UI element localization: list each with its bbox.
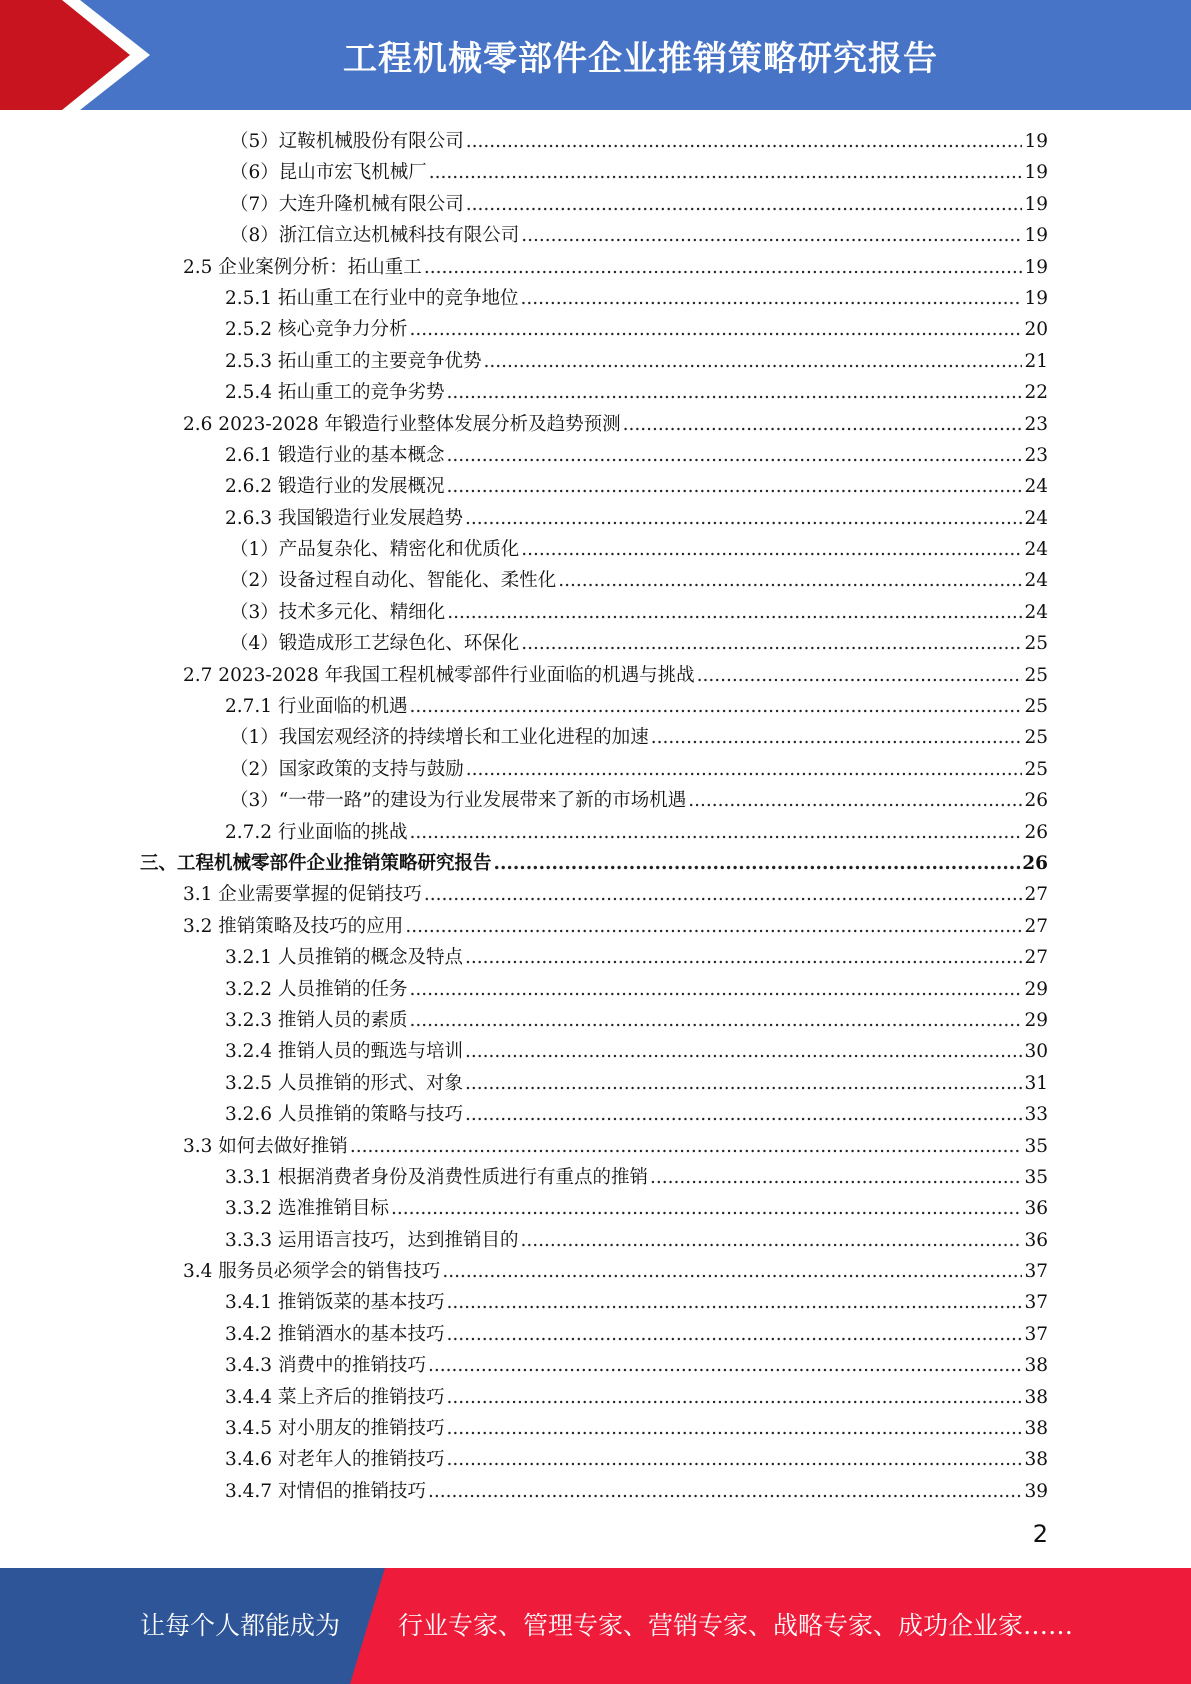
- toc-entry-title: 3.2.4 推销人员的甄选与培训: [225, 1041, 463, 1063]
- toc-entry-title: 3.2.6 人员推销的策略与技巧: [225, 1104, 463, 1126]
- toc-entry-title: 3.3.1 根据消费者身份及消费性质进行有重点的推销: [225, 1166, 648, 1188]
- toc-entry-title: （3）技术多元化、精细化: [230, 601, 446, 623]
- toc-entry-title: （1）我国宏观经济的持续增长和工业化进程的加速: [230, 727, 649, 749]
- toc-entry-title: 2.5.1 拓山重工在行业中的竞争地位: [225, 287, 519, 309]
- toc-dot-leader: [520, 283, 1022, 314]
- toc-dot-leader: [521, 534, 1022, 565]
- toc-entry[interactable]: [0, 346, 1191, 377]
- toc-dot-leader: [520, 1225, 1022, 1256]
- toc-entry-title: 3.4.4 菜上齐后的推销技巧: [225, 1386, 445, 1408]
- toc-dot-leader: [650, 1162, 1022, 1193]
- toc-entry[interactable]: [0, 377, 1191, 408]
- toc-entry[interactable]: [0, 534, 1191, 565]
- toc-entry-title: 2.5.3 拓山重工的主要竞争优势: [225, 350, 482, 372]
- toc-dot-leader: [442, 1256, 1022, 1287]
- toc-dot-leader: [409, 691, 1022, 722]
- toc-entry-title: （8）浙江信立达机械科技有限公司: [230, 225, 520, 247]
- toc-dot-leader: [465, 1068, 1022, 1099]
- toc-entry-page: 37: [1024, 1292, 1048, 1314]
- toc-entry[interactable]: [0, 1099, 1191, 1130]
- toc-entry-title: 2.7.1 行业面临的机遇: [225, 696, 408, 718]
- toc-entry-page: 19: [1024, 131, 1048, 152]
- toc-entry[interactable]: [0, 660, 1191, 691]
- toc-dot-leader: [521, 628, 1022, 659]
- toc-entry-title: 3.2.1 人员推销的概念及特点: [225, 947, 463, 969]
- toc-entry-title: 三、工程机械零部件企业推销策略研究报告: [140, 852, 492, 874]
- toc-entry[interactable]: [0, 848, 1191, 879]
- toc-dot-leader: [446, 1413, 1022, 1444]
- toc-entry[interactable]: [0, 189, 1191, 220]
- toc-entry-title: （7）大连升隆机械有限公司: [230, 193, 464, 215]
- toc-entry-title: 3.2.2 人员推销的任务: [225, 978, 408, 1000]
- toc-entry-title: 3.2.3 推销人员的素质: [225, 1009, 408, 1031]
- toc-entry-title: 3.4.2 推销酒水的基本技巧: [225, 1323, 445, 1345]
- toc-entry-page: 38: [1024, 1355, 1048, 1377]
- toc-entry-page: 30: [1024, 1041, 1048, 1063]
- toc-entry[interactable]: [0, 817, 1191, 848]
- toc-entry[interactable]: [0, 879, 1191, 910]
- toc-entry-title: （3）“一带一路”的建设为行业发展带来了新的市场机遇: [230, 790, 687, 812]
- toc-entry[interactable]: [0, 1225, 1191, 1256]
- toc-entry-page: 35: [1024, 1166, 1048, 1188]
- toc-entry[interactable]: [0, 126, 1191, 157]
- toc-entry-title: （4）锻造成形工艺绿色化、环保化: [230, 633, 520, 655]
- toc-entry[interactable]: [0, 314, 1191, 345]
- toc-dot-leader: [465, 1099, 1022, 1130]
- toc-dot-leader: [391, 1193, 1022, 1224]
- toc-dot-leader: [558, 565, 1022, 596]
- toc-entry-title: 3.4.5 对小朋友的推销技巧: [225, 1418, 445, 1440]
- page-footer: [0, 1568, 1191, 1684]
- toc-entry-page: 24: [1024, 476, 1048, 498]
- toc-entry-page: 37: [1024, 1323, 1048, 1345]
- toc-entry[interactable]: [0, 1444, 1191, 1475]
- toc-entry-title: 3.4.7 对情侣的推销技巧: [225, 1480, 426, 1502]
- toc-entry[interactable]: [0, 1476, 1191, 1507]
- toc-entry-page: 35: [1024, 1135, 1048, 1157]
- toc-entry[interactable]: [0, 911, 1191, 942]
- toc-dot-leader: [623, 409, 1023, 440]
- toc-dot-leader: [429, 157, 1023, 188]
- toc-entry[interactable]: [0, 440, 1191, 471]
- toc-entry[interactable]: [0, 1413, 1191, 1444]
- toc-dot-leader: [446, 1382, 1022, 1413]
- toc-dot-leader: [405, 911, 1022, 942]
- toc-entry[interactable]: [0, 1005, 1191, 1036]
- toc-entry-page: 25: [1024, 633, 1048, 655]
- toc-entry[interactable]: [0, 409, 1191, 440]
- toc-entry[interactable]: [0, 1287, 1191, 1318]
- toc-dot-leader: [688, 785, 1022, 816]
- toc-dot-leader: [466, 754, 1023, 785]
- toc-entry[interactable]: [0, 942, 1191, 973]
- toc-entry[interactable]: [0, 1256, 1191, 1287]
- toc-dot-leader: [428, 1476, 1022, 1507]
- toc-entry-page: 24: [1024, 570, 1048, 592]
- toc-entry[interactable]: [0, 1068, 1191, 1099]
- toc-entry-page: 19: [1024, 256, 1048, 278]
- toc-entry-page: 22: [1024, 382, 1048, 404]
- toc-entry[interactable]: [0, 597, 1191, 628]
- toc-dot-leader: [409, 974, 1022, 1005]
- toc-dot-leader: [465, 942, 1022, 973]
- toc-dot-leader: [350, 1131, 1023, 1162]
- toc-entry-title: 2.6.2 锻造行业的发展概况: [225, 476, 445, 498]
- footer-slogan-right: 行业专家、管理专家、营销专家、战略专家、成功企业家……: [398, 1611, 1074, 1640]
- toc-entry[interactable]: [0, 565, 1191, 596]
- toc-entry-title: 3.4.3 消费中的推销技巧: [225, 1355, 426, 1377]
- toc-entry-page: 26: [1024, 790, 1048, 812]
- toc-dot-leader: [446, 1319, 1022, 1350]
- toc-dot-leader: [409, 817, 1022, 848]
- toc-dot-leader: [466, 189, 1023, 220]
- toc-entry-title: （6）昆山市宏飞机械厂: [230, 162, 427, 184]
- toc-entry-page: 19: [1024, 162, 1048, 184]
- toc-entry[interactable]: [0, 1162, 1191, 1193]
- toc-dot-leader: [428, 1350, 1022, 1381]
- toc-entry-title: （2）设备过程自动化、智能化、柔性化: [230, 570, 557, 592]
- toc-dot-leader: [465, 503, 1022, 534]
- toc-entry-title: 3.3.3 运用语言技巧，达到推销目的: [225, 1229, 519, 1251]
- toc-entry-page: 25: [1024, 727, 1048, 749]
- toc-entry-page: 33: [1024, 1104, 1048, 1126]
- toc-dot-leader: [651, 722, 1023, 753]
- report-title: 工程机械零部件企业推销策略研究报告: [343, 38, 938, 79]
- toc-dot-leader: [424, 252, 1023, 283]
- toc-entry[interactable]: [0, 628, 1191, 659]
- toc-entry-page: 19: [1024, 287, 1048, 309]
- page-number: 2: [1032, 1520, 1048, 1548]
- toc-entry-page: 25: [1024, 758, 1048, 780]
- toc-entry[interactable]: [0, 785, 1191, 816]
- toc-entry-page: 19: [1024, 225, 1048, 247]
- toc-entry-page: 36: [1024, 1229, 1048, 1251]
- toc-entry[interactable]: [0, 1131, 1191, 1162]
- toc-entry-page: 24: [1024, 601, 1048, 623]
- toc-dot-leader: [446, 471, 1022, 502]
- toc-entry-title: 2.6.3 我国锻造行业发展趋势: [225, 507, 463, 529]
- toc-dot-leader: [483, 346, 1022, 377]
- toc-entry-page: 25: [1024, 664, 1048, 686]
- toc-entry[interactable]: [0, 471, 1191, 502]
- toc-entry-page: 38: [1024, 1386, 1048, 1408]
- toc-entry[interactable]: [0, 691, 1191, 722]
- toc-entry-title: 2.7 2023-2028 年我国工程机械零部件行业面临的机遇与挑战: [183, 664, 695, 686]
- toc-entry-page: 26: [1022, 852, 1048, 874]
- toc-entry-page: 37: [1024, 1261, 1048, 1283]
- footer-slogan-left: 让每个人都能成为: [140, 1611, 341, 1640]
- toc-entry-title: 3.4.6 对老年人的推销技巧: [225, 1449, 445, 1471]
- toc-dot-leader: [446, 377, 1022, 408]
- toc-entry-page: 38: [1024, 1418, 1048, 1440]
- toc-entry-title: 3.2 推销策略及技巧的应用: [183, 915, 404, 937]
- toc-dot-leader: [424, 879, 1023, 910]
- toc-entry-title: 3.2.5 人员推销的形式、对象: [225, 1072, 463, 1094]
- toc-entry-page: 27: [1024, 884, 1048, 906]
- toc-entry[interactable]: [0, 503, 1191, 534]
- toc-dot-leader: [446, 1287, 1022, 1318]
- toc-entry-page: 27: [1024, 915, 1048, 937]
- toc-entry-page: 19: [1024, 193, 1048, 215]
- toc-entry-title: 2.7.2 行业面临的挑战: [225, 821, 408, 843]
- toc-entry-page: 23: [1024, 413, 1048, 435]
- toc-entry-page: 29: [1024, 978, 1048, 1000]
- toc-dot-leader: [465, 1036, 1022, 1067]
- toc-entry[interactable]: [0, 157, 1191, 188]
- toc-entry[interactable]: [0, 283, 1191, 314]
- toc-entry[interactable]: [0, 220, 1191, 251]
- toc-entry-page: 39: [1024, 1480, 1048, 1502]
- toc-entry-title: （1）产品复杂化、精密化和优质化: [230, 539, 520, 561]
- toc-entry-title: 2.6.1 锻造行业的基本概念: [225, 444, 445, 466]
- toc-dot-leader: [409, 314, 1022, 345]
- toc-entry-page: 29: [1024, 1009, 1048, 1031]
- toc-entry-title: 2.5.4 拓山重工的竞争劣势: [225, 382, 445, 404]
- toc-entry-title: （2）国家政策的支持与鼓励: [230, 758, 464, 780]
- toc-entry-page: 27: [1024, 947, 1048, 969]
- toc-entry-title: 2.5 企业案例分析：拓山重工: [183, 256, 422, 278]
- toc-dot-leader: [697, 660, 1023, 691]
- toc-entry[interactable]: [0, 1193, 1191, 1224]
- toc-entry-title: 3.4.1 推销饭菜的基本技巧: [225, 1292, 445, 1314]
- toc-dot-leader: [466, 126, 1023, 157]
- toc-entry-page: 23: [1024, 444, 1048, 466]
- toc-entry-page: 20: [1024, 319, 1048, 341]
- toc-entry[interactable]: [0, 722, 1191, 753]
- toc-entry-page: 24: [1024, 539, 1048, 561]
- toc-entry-title: 3.3.2 选准推销目标: [225, 1198, 389, 1220]
- toc-dot-leader: [446, 440, 1022, 471]
- toc-entry-page: 38: [1024, 1449, 1048, 1471]
- toc-entry[interactable]: [0, 252, 1191, 283]
- toc-entry-title: （5）辽鞍机械股份有限公司: [230, 131, 464, 152]
- toc-entry-page: 25: [1024, 696, 1048, 718]
- toc-entry-title: 2.5.2 核心竞争力分析: [225, 319, 408, 341]
- toc-dot-leader: [446, 1444, 1022, 1475]
- toc-entry[interactable]: [0, 754, 1191, 785]
- toc-entry-title: 3.4 服务员必须学会的销售技巧: [183, 1261, 441, 1283]
- toc-entry-page: 24: [1024, 507, 1048, 529]
- page-header: [0, 0, 1191, 110]
- toc-entry-page: 36: [1024, 1198, 1048, 1220]
- table-of-contents: [0, 126, 1191, 1507]
- toc-entry[interactable]: [0, 1036, 1191, 1067]
- toc-entry-title: 3.3 如何去做好推销: [183, 1135, 348, 1157]
- toc-dot-leader: [409, 1005, 1022, 1036]
- toc-entry[interactable]: [0, 1350, 1191, 1381]
- toc-entry-title: 3.1 企业需要掌握的促销技巧: [183, 884, 422, 906]
- toc-dot-leader: [447, 597, 1022, 628]
- toc-entry[interactable]: [0, 1319, 1191, 1350]
- toc-entry-page: 31: [1024, 1072, 1048, 1094]
- toc-entry[interactable]: [0, 974, 1191, 1005]
- toc-dot-leader: [494, 848, 1021, 879]
- toc-dot-leader: [521, 220, 1022, 251]
- toc-entry[interactable]: [0, 1382, 1191, 1413]
- toc-entry-page: 26: [1024, 821, 1048, 843]
- toc-entry-title: 2.6 2023-2028 年锻造行业整体发展分析及趋势预测: [183, 413, 621, 435]
- toc-entry-page: 21: [1024, 350, 1048, 372]
